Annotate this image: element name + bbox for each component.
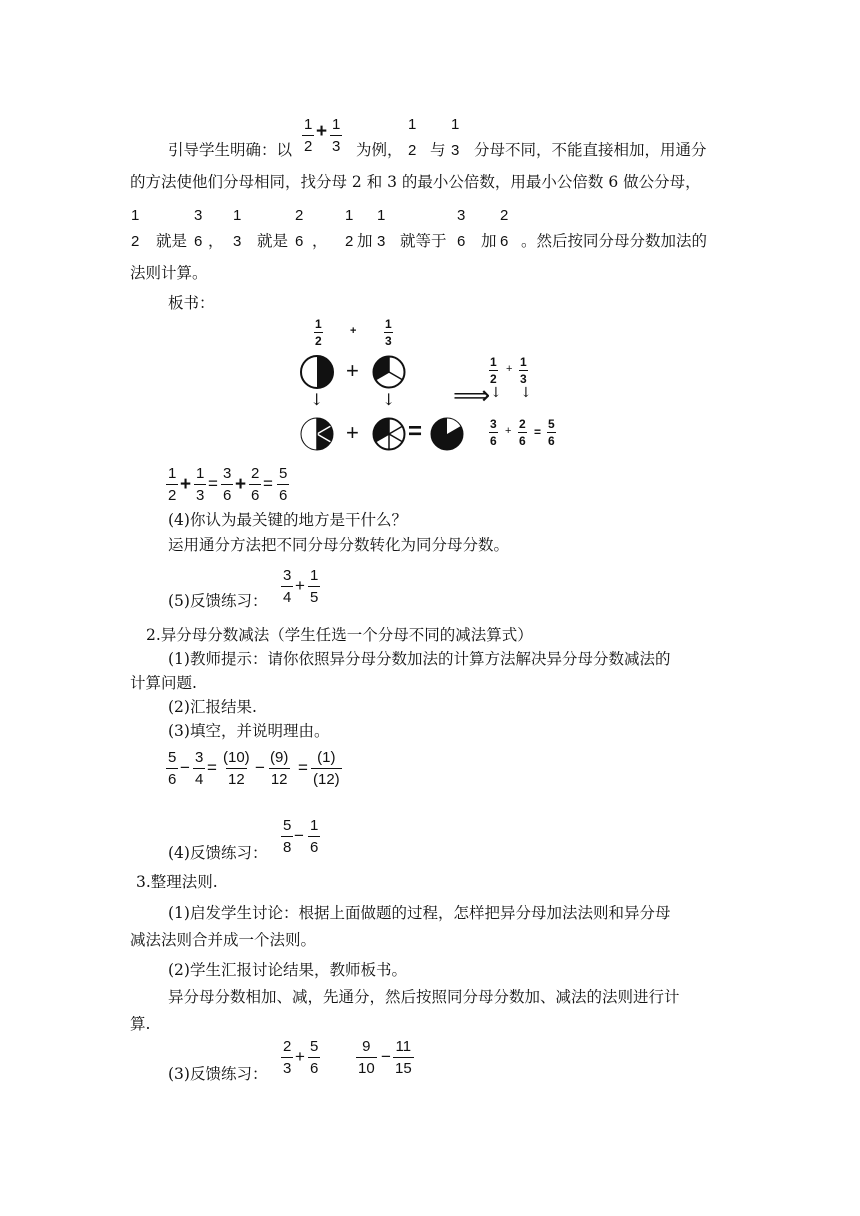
equals-sign: = <box>208 474 218 493</box>
text-line: 算. <box>130 1015 151 1033</box>
minus-sign: − <box>180 758 190 777</box>
text-line: (3)填空，并说明理由。 <box>168 722 330 740</box>
question-4: (4)你认为最关键的地方是干什么？ <box>168 511 407 529</box>
fraction: $\frac{3}{6}$ <box>490 417 497 448</box>
answer-4: 运用通分方法把不同分母分数转化为同分母分数。 <box>168 536 510 554</box>
plus-sign: + <box>295 1047 305 1066</box>
text: ， <box>208 232 224 250</box>
feedback-label: (4)反馈练习： <box>168 844 268 862</box>
fraction: $\frac{2}{3}$ <box>283 1038 292 1077</box>
equals-sign: = <box>298 758 308 777</box>
text-line: (2)汇报结果. <box>168 698 257 716</box>
fraction: $\frac{1}{2}$ <box>304 116 313 155</box>
down-arrow-icon: ↓ <box>490 385 502 401</box>
fraction: 1 3 <box>233 207 242 250</box>
section-2-title: 2.异分母分数减法（学生任选一个分母不同的减法算式） <box>146 626 533 644</box>
text: 加 <box>357 232 373 250</box>
text: 就等于 <box>400 232 447 250</box>
fraction: $\frac{5}{6}$ <box>310 1038 319 1077</box>
fraction: $\frac{5}{6}$ <box>548 417 555 448</box>
third-shaded-circle <box>372 355 406 389</box>
text-line: 的方法使他们分母相同，找分母 2 和 3 的最小公倍数，用最小公倍数 6 做公分母， <box>130 173 701 191</box>
equals-sign: = <box>408 418 423 445</box>
half-shaded-circle <box>300 355 334 389</box>
text-line: 法则计算。 <box>130 264 208 282</box>
fraction: $\frac{1}{2}$ <box>315 317 322 348</box>
sixths-circle-two-shaded <box>372 417 406 451</box>
lead-text: 引导学生明确：以 <box>168 141 293 159</box>
fraction: $\frac{1}{3}$ <box>332 116 341 155</box>
fraction: $\frac{3}{6}$ <box>223 465 232 504</box>
minus-sign: − <box>381 1047 391 1066</box>
fraction: $\frac{1}{5}$ <box>310 567 319 606</box>
fraction: $\frac{9}{10}$ <box>358 1038 375 1077</box>
fraction: $\frac{2}{6}$ <box>519 417 526 448</box>
fraction: $\frac{(1)}{(12)}$ <box>313 749 340 788</box>
fraction: 1 3 <box>451 116 460 159</box>
plus-sign: + <box>180 474 192 495</box>
fraction: 3 6 <box>457 207 466 250</box>
plus-sign: + <box>346 420 359 445</box>
fraction: 3 6 <box>194 207 203 250</box>
fraction: 1 2 <box>131 207 140 250</box>
fraction: 2 6 <box>500 207 509 250</box>
fraction: $\frac{(10)}{12}$ <box>223 749 250 788</box>
text: 。然后按同分母分数加法的 <box>521 232 708 250</box>
feedback-label: (5)反馈练习： <box>168 592 268 610</box>
fraction: $\frac{5}{6}$ <box>279 465 288 504</box>
plus-sign: + <box>346 358 359 383</box>
text-line: (1)教师提示：请你依照异分母分数加法的计算方法解决异分母分数减法的 <box>168 650 671 668</box>
plus-sign: + <box>505 425 512 437</box>
fraction: $\frac{1}{3}$ <box>385 317 392 348</box>
sixths-circle-three-shaded <box>300 417 334 451</box>
fraction: 1 3 <box>377 207 386 250</box>
fraction: $\frac{(9)}{12}$ <box>270 749 289 788</box>
fraction: $\frac{1}{2}$ <box>490 355 497 386</box>
fraction: $\frac{1}{2}$ <box>168 465 177 504</box>
minus-sign: − <box>255 758 265 777</box>
text: 加 <box>481 232 497 250</box>
fraction: 2 6 <box>295 207 304 250</box>
text: 就是 <box>257 232 289 250</box>
down-arrow-icon: ↓ <box>310 390 324 409</box>
text-line: 异分母分数相加、减，先通分，然后按照同分母分数加、减法的法则进行计 <box>168 988 680 1006</box>
text: 就是 <box>156 232 188 250</box>
fraction: 1 2 <box>408 116 417 159</box>
fraction: $\frac{1}{3}$ <box>520 355 527 386</box>
plus-sign: + <box>350 325 357 337</box>
fraction: $\frac{1}{3}$ <box>196 465 205 504</box>
feedback-label: (3)反馈练习： <box>168 1065 268 1083</box>
text: 为例， <box>356 141 403 159</box>
text: ， <box>312 232 328 250</box>
down-arrow-icon: ↓ <box>382 390 396 409</box>
section-3-title: 3.整理法则. <box>136 873 218 891</box>
implies-arrow-icon: ⟹ <box>453 381 491 411</box>
text: 分母不同，不能直接相加，用通分 <box>474 141 707 159</box>
fraction: $\frac{1}{6}$ <box>310 817 319 856</box>
minus-sign: − <box>294 826 304 845</box>
plus-sign: + <box>295 576 305 595</box>
text-line: (2)学生汇报讨论结果，教师板书。 <box>168 961 407 979</box>
text-line: 计算问题. <box>130 674 197 692</box>
equals-sign: = <box>534 425 542 439</box>
fraction: $\frac{2}{6}$ <box>251 465 260 504</box>
text-line: (1)启发学生讨论：根据上面做题的过程，怎样把异分母加法法则和异分母 <box>168 904 671 922</box>
fraction: $\frac{11}{15}$ <box>395 1038 412 1077</box>
fraction: $\frac{5}{8}$ <box>283 817 292 856</box>
plus-sign: + <box>235 474 247 495</box>
equals-sign: = <box>263 474 273 493</box>
fraction: $\frac{3}{4}$ <box>195 749 204 788</box>
fraction: $\frac{5}{6}$ <box>168 749 177 788</box>
fraction: 1 2 <box>345 207 354 250</box>
five-sixths-shaded-circle <box>430 417 464 451</box>
equals-sign: = <box>207 758 217 777</box>
fraction: $\frac{3}{4}$ <box>283 567 292 606</box>
text-line: 减法法则合并成一个法则。 <box>130 931 317 949</box>
plus-sign: + <box>316 121 328 142</box>
text: 与 <box>430 141 446 159</box>
board-label: 板书： <box>168 294 215 312</box>
down-arrow-icon: ↓ <box>520 385 532 401</box>
plus-sign: + <box>506 363 513 375</box>
